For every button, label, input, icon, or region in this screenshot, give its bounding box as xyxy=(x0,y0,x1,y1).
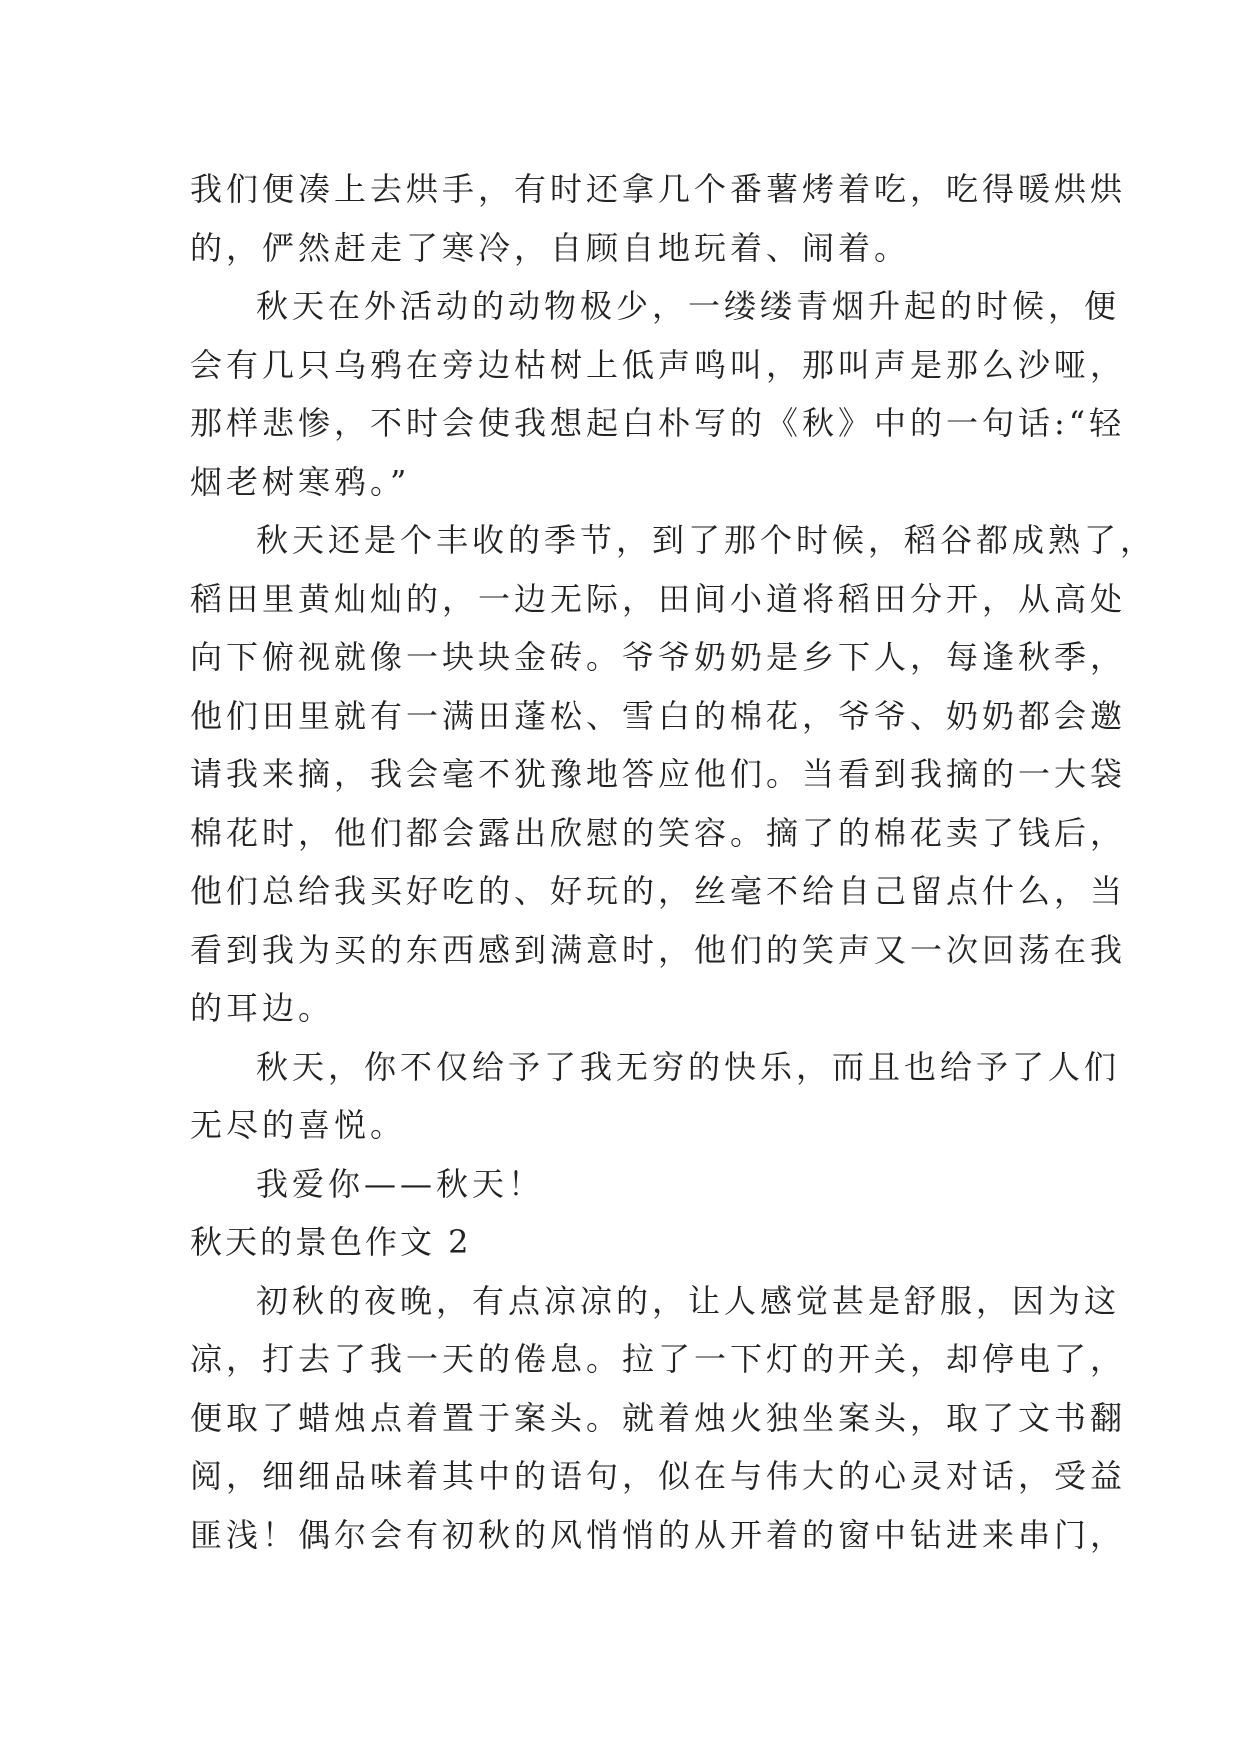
paragraph-start-line: 初秋的夜晚，有点凉凉的，让人感觉甚是舒服，因为这 xyxy=(256,1281,1121,1320)
paragraph-start-line: 秋天在外活动的动物极少，一缕缕青烟升起的时候，便 xyxy=(256,287,1121,325)
text-line: 便取了蜡烛点着置于案头。就着烛火独坐案头，取了文书翻 xyxy=(190,1398,1127,1437)
text-line: 匪浅！偶尔会有初秋的风悄悄的从开着的窗中钻进来串门， xyxy=(190,1515,1127,1554)
text-line: 无尽的喜悦。 xyxy=(190,1106,407,1144)
text-line: 会有几只乌鸦在旁边枯树上低声鸣叫，那叫声是那么沙哑， xyxy=(190,345,1127,384)
text-line: 向下俯视就像一块块金砖。爷爷奶奶是乡下人，每逢秋季， xyxy=(190,638,1127,676)
text-line: 阅，细细品味着其中的语句，似在与伟大的心灵对话，受益 xyxy=(190,1457,1127,1495)
text-line: 的耳边。 xyxy=(190,989,335,1027)
text-line: 棉花时，他们都会露出欣慰的笑容。摘了的棉花卖了钱后， xyxy=(190,813,1127,852)
text-line: 我们便凑上去烘手，有时还拿几个番薯烤着吃，吃得暖烘烘 xyxy=(190,170,1127,208)
text-line: 看到我为买的东西感到满意时，他们的笑声又一次回荡在我 xyxy=(190,930,1127,969)
text-line: 凉，打去了我一天的倦息。拉了一下灯的开关，却停电了， xyxy=(190,1340,1127,1378)
text-line: 那样悲惨，不时会使我想起白朴写的《秋》中的一句话:“轻 xyxy=(190,404,1126,442)
text-line: 请我来摘，我会毫不犹豫地答应他们。当看到我摘的一大袋 xyxy=(190,755,1127,793)
paragraph-start-line: 秋天，你不仅给予了我无穷的快乐，而且也给予了人们 xyxy=(256,1047,1121,1086)
text-line: 他们总给我买好吃的、好玩的，丝毫不给自己留点什么，当 xyxy=(190,872,1127,910)
text-line: 稻田里黄灿灿的，一边无际，田间小道将稻田分开，从高处 xyxy=(190,579,1127,618)
paragraph-start-line: 秋天还是个丰收的季节，到了那个时候，稻谷都成熟了， xyxy=(256,521,1157,559)
text-line: 他们田里就有一满田蓬松、雪白的棉花，爷爷、奶奶都会邀 xyxy=(190,696,1127,735)
text-line: 的，俨然赶走了寒冷，自顾自地玩着、闹着。 xyxy=(190,228,911,267)
paragraph-start-line: 我爱你——秋天！ xyxy=(256,1164,545,1203)
section-heading: 秋天的景色作文 2 xyxy=(190,1223,472,1261)
text-line: 烟老树寒鸦。” xyxy=(190,462,411,501)
essay-text xyxy=(190,160,1157,1564)
